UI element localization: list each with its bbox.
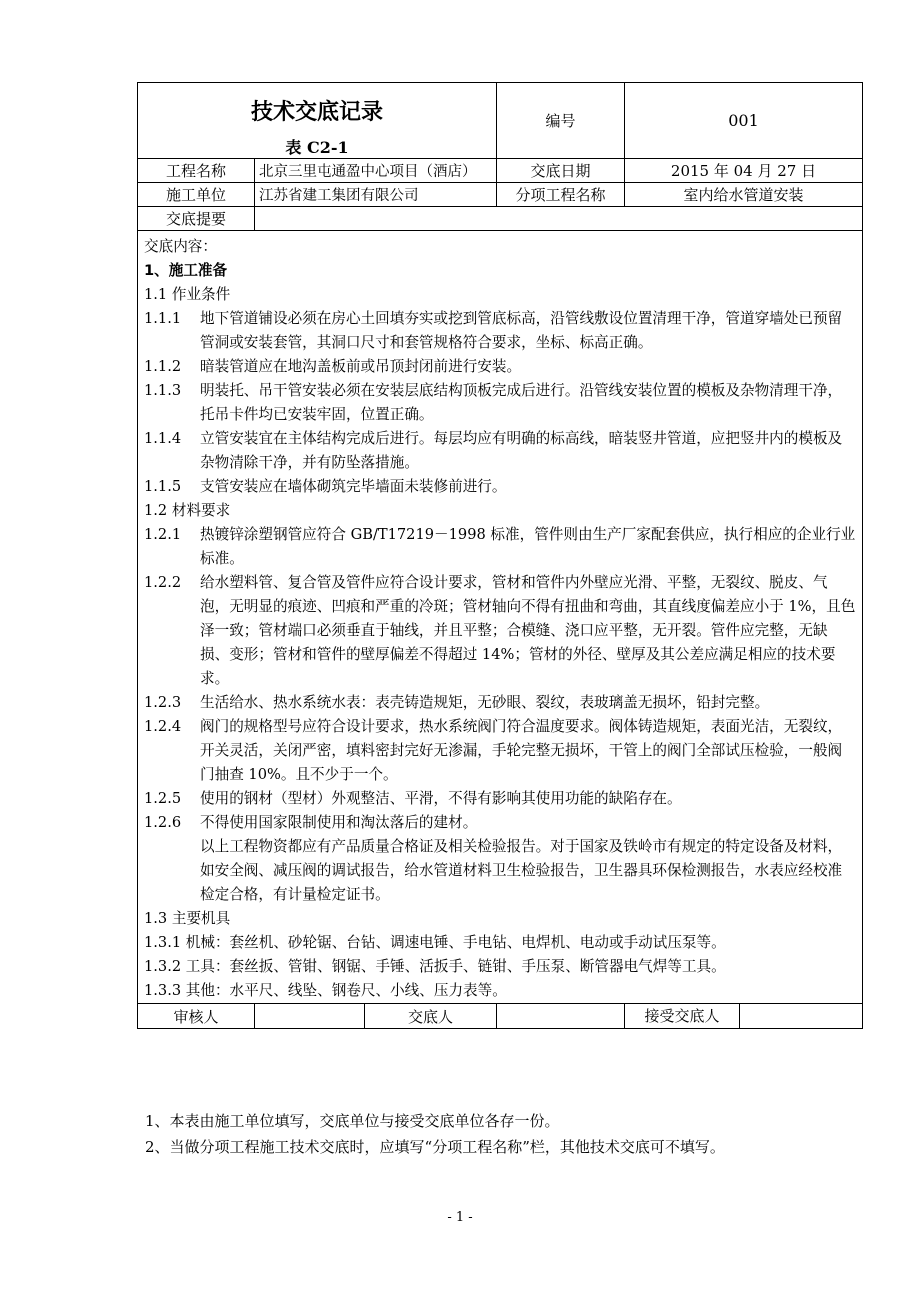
list-item: 1.2.2 给水塑料管、复合管及管件应符合设计要求，管材和管件内外壁应光滑、平整，无裂纹、脱皮、气泡，无明显的痕迹、凹痕和严重的冷斑；管材轴向不得有扭曲和弯曲，其直线度偏差应小于 1%，且色泽一致；管材端口必须垂直于轴线，并且平整；合模缝、浇口应平整，无开裂。管件应完整，无缺损、变形；管材和管件的壁厚偏差不得超过 14%；管材的外径、壁厚及其公差应满足相应的技术要求。 bbox=[144, 574, 856, 687]
list-item: 1.2.5 使用的钢材（型材）外观整洁、平滑，不得有影响其使用功能的缺陷存在。 bbox=[144, 790, 682, 807]
summary-value bbox=[255, 207, 863, 231]
reviewer-value bbox=[255, 1004, 365, 1029]
unit-value: 江苏省建工集团有限公司 bbox=[255, 183, 497, 207]
list-item: 1.2.1 热镀锌涂塑钢管应符合 GB/T17219－1998 标准，管件则由生产厂家配套供应，执行相应的企业行业标准。 bbox=[144, 526, 856, 567]
receiver-cell bbox=[625, 1004, 863, 1029]
subsection-heading: 1.2 材料要求 bbox=[144, 502, 231, 519]
summary-label: 交底提要 bbox=[138, 207, 255, 231]
list-item: 1.1.5 支管安装应在墙体砌筑完毕墙面未装修前进行。 bbox=[144, 478, 507, 495]
form-title: 技术交底记录 bbox=[251, 100, 384, 125]
list-item: 1.2.3 生活给水、热水系统水表：表壳铸造规矩，无砂眼、裂纹，表玻璃盖无损坏，铅封完整。 bbox=[144, 694, 770, 711]
code-value: 001 bbox=[625, 83, 863, 159]
page-number: - 1 - bbox=[447, 1210, 473, 1225]
paragraph: 以上工程物资都应有产品质量合格证及相关检验报告。对于国家及铁岭市有规定的特定设备及材料，如安全阀、减压阀的调试报告，给水管道材料卫生检验报告，卫生器具环保检测报告，水表应经校准检定合格，有计量检定证书。 bbox=[200, 838, 843, 903]
form-table bbox=[137, 82, 863, 1029]
reviewer-label: 审核人 bbox=[138, 1004, 255, 1029]
subitem-value: 室内给水管道安装 bbox=[625, 183, 863, 207]
subitem-label: 分项工程名称 bbox=[497, 183, 625, 207]
subsection-heading: 1.3 主要机具 bbox=[144, 910, 231, 927]
project-name-label: 工程名称 bbox=[138, 159, 255, 183]
date-label: 交底日期 bbox=[497, 159, 625, 183]
discloser-value bbox=[497, 1004, 625, 1029]
receiver-value bbox=[740, 1004, 862, 1028]
code-label: 编号 bbox=[497, 83, 625, 159]
list-item: 1.2.6 不得使用国家限制使用和淘汰落后的建材。 bbox=[144, 814, 478, 831]
tool-line: 1.3.2 工具：套丝扳、管钳、钢锯、手锤、活扳手、链钳、手压泵、断管器电气焊等工具。 bbox=[144, 958, 726, 975]
section-heading: 1、施工准备 bbox=[144, 262, 228, 279]
subsection-heading: 1.1 作业条件 bbox=[144, 286, 231, 303]
list-item: 1.1.2 暗装管道应在地沟盖板前或吊顶封闭前进行安装。 bbox=[144, 358, 522, 375]
footnote: 2、当做分项工程施工技术交底时，应填写“分项工程名称”栏，其他技术交底可不填写。 bbox=[145, 1138, 725, 1156]
project-name-value: 北京三里屯通盈中心项目（酒店） bbox=[255, 159, 497, 183]
receiver-label: 接受交底人 bbox=[625, 1004, 740, 1028]
tool-line: 1.3.1 机械：套丝机、砂轮锯、台钻、调速电锤、手电钻、电焊机、电动或手动试压泵等。 bbox=[144, 934, 726, 951]
list-item: 1.2.4 阀门的规格型号应符合设计要求，热水系统阀门符合温度要求。阀体铸造规矩，表面光洁，无裂纹，开关灵活，关闭严密，填料密封完好无渗漏，手轮完整无损坏，干管上的阀门全部试压检验，一般阀门抽查 10%。且不少于一个。 bbox=[144, 718, 843, 783]
disclosure-form bbox=[137, 82, 862, 1029]
list-item: 1.1.1 地下管道铺设必须在房心土回填夯实或挖到管底标高，沿管线敷设位置清理干净，管道穿墙处已预留管洞或安装套管，其洞口尺寸和套管规格符合要求，坐标、标高正确。 bbox=[144, 310, 843, 351]
footnotes bbox=[145, 1108, 725, 1160]
form-number: 表 C2-1 bbox=[285, 138, 349, 157]
date-value: 2015 年 04 月 27 日 bbox=[625, 159, 863, 183]
tool-line: 1.3.3 其他：水平尺、线坠、钢卷尺、小线、压力表等。 bbox=[144, 982, 507, 999]
list-item: 1.1.3 明装托、吊干管安装必须在安装层底结构顶板完成后进行。沿管线安装位置的模板及杂物清理干净，托吊卡件均已安装牢固，位置正确。 bbox=[144, 382, 843, 423]
unit-label: 施工单位 bbox=[138, 183, 255, 207]
content-area bbox=[138, 231, 863, 1004]
content-heading: 交底内容： bbox=[144, 238, 217, 255]
footnote: 1、本表由施工单位填写，交底单位与接受交底单位各存一份。 bbox=[145, 1112, 560, 1130]
title-block bbox=[138, 83, 497, 159]
list-item: 1.1.4 立管安装宜在主体结构完成后进行。每层均应有明确的标高线，暗装竖井管道，应把竖井内的模板及杂物清除干净，并有防坠落措施。 bbox=[144, 430, 843, 471]
discloser-label: 交底人 bbox=[365, 1004, 497, 1029]
